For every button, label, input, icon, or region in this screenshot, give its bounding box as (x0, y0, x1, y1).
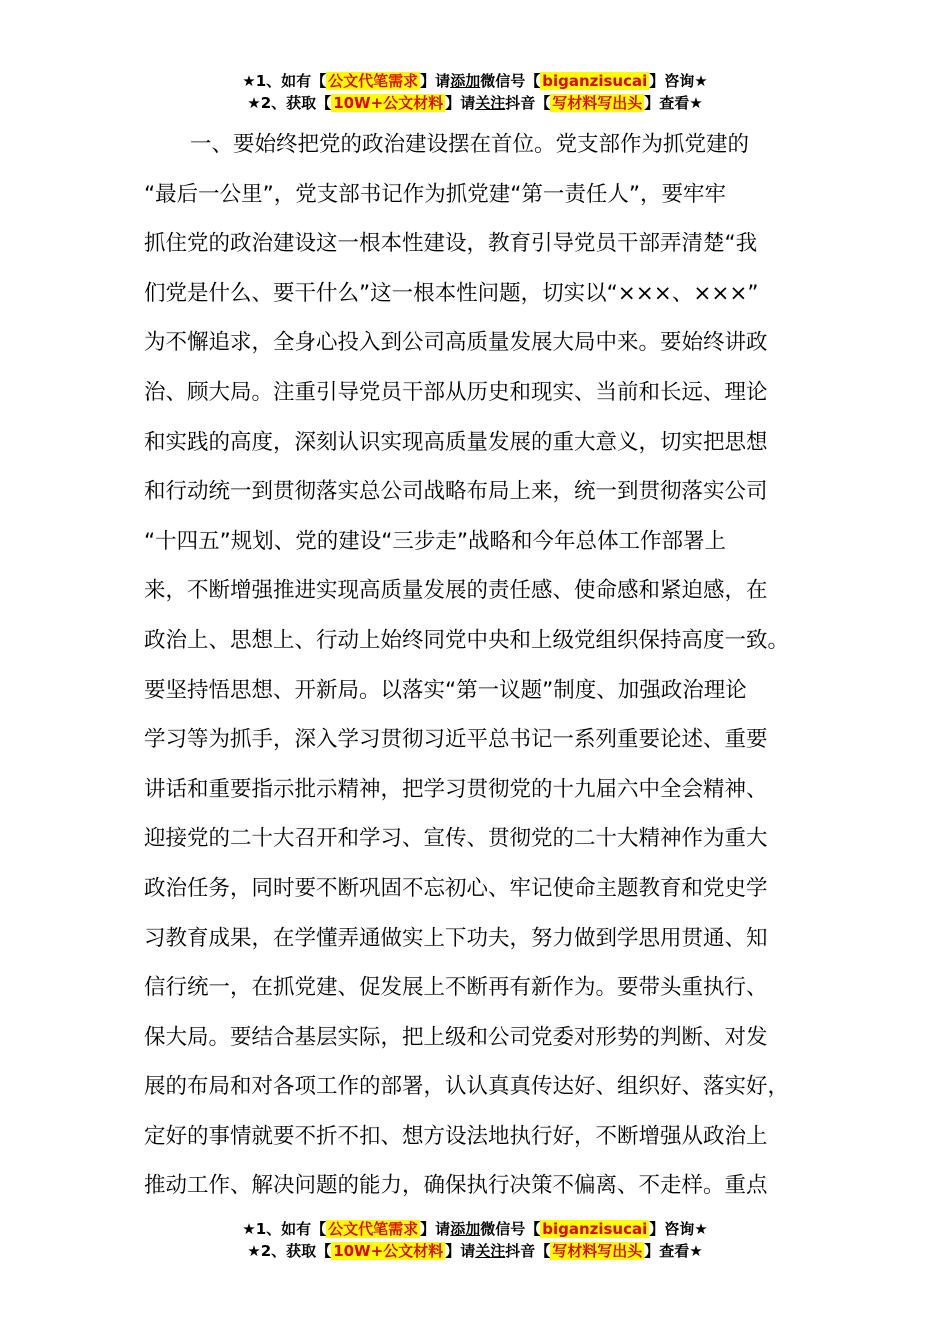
promo-text: 微信号【 (480, 1220, 541, 1238)
body-line: 治、顾大局。注重引导党员干部从历史和现实、当前和长远、理论 (144, 379, 768, 405)
promo-highlight: 公文代笔需求 (328, 72, 419, 90)
promo-text: 微信号【 (480, 72, 541, 90)
promo-underlined: 添加 (450, 1220, 481, 1238)
promo-text: ★1、如有【 (242, 1220, 327, 1238)
promo-text: ★1、如有【 (242, 72, 327, 90)
body-line: 习教育成果，在学懂弄通做实上下功夫，努力做到学思用贯通、知 (144, 925, 768, 951)
promo-text: ★2、获取【 (247, 94, 332, 112)
body-line: 和行动统一到贯彻落实总公司战略布局上来，统一到贯彻落实公司 (144, 479, 768, 505)
promo-text: 抖音【 (505, 94, 551, 112)
douyin-id-highlight: 写材料写出头 (552, 94, 643, 112)
body-line: 讲话和重要指示批示精神，把学习贯彻党的十九届六中全会精神、 (144, 776, 768, 802)
body-line: 政治上、思想上、行动上始终同党中央和上级党组织保持高度一致。 (144, 627, 790, 653)
document-body (144, 120, 824, 1211)
body-line: “最后一公里”，党支部书记作为抓党建“第一责任人”，要牢牢 (144, 181, 727, 207)
promo-line-2 (0, 92, 950, 114)
promo-text: 】请 (445, 1242, 476, 1260)
body-line: 学习等为抓手，深入学习贯彻习近平总书记一系列重要论述、重要 (144, 727, 768, 753)
body-line: “十四五”规划、党的建设“三步走”战略和今年总体工作部署上 (144, 528, 727, 554)
promo-line-1 (0, 70, 950, 92)
wechat-id-highlight: biganzisucai (542, 1220, 648, 1238)
promo-text: 】查看★ (644, 1242, 703, 1260)
body-line: 展的布局和对各项工作的部署，认认真真传达好、组织好、落实好， (144, 1074, 790, 1100)
body-line: 定好的事情就要不折不扣、想方设法地执行好，不断增强从政治上 (144, 1123, 768, 1149)
body-line: 迎接党的二十大召开和学习、宣传、贯彻党的二十大精神作为重大 (144, 826, 768, 852)
body-line: 为不懈追求，全身心投入到公司高质量发展大局中来。要始终讲政 (144, 330, 768, 356)
promo-underlined: 关注 (475, 1242, 506, 1260)
promo-text: 】查看★ (644, 94, 703, 112)
promo-banner-bottom (0, 1218, 950, 1262)
promo-text: 】请 (420, 1220, 451, 1238)
body-line: 来，不断增强推进实现高质量发展的责任感、使命感和紧迫感，在 (144, 578, 768, 604)
promo-text: 】请 (445, 94, 476, 112)
promo-text: 抖音【 (505, 1242, 551, 1260)
promo-text: 】咨询★ (649, 1220, 708, 1238)
douyin-id-highlight: 写材料写出头 (552, 1242, 643, 1260)
body-line: 和实践的高度，深刻认识实现高质量发展的重大意义，切实把思想 (144, 429, 768, 455)
promo-highlight: 公文代笔需求 (328, 1220, 419, 1238)
promo-underlined: 添加 (450, 72, 481, 90)
body-line: 要坚持悟思想、开新局。以落实“第一议题”制度、加强政治理论 (144, 677, 747, 703)
promo-highlight: 10W+公文材料 (333, 1242, 444, 1260)
body-line: 一、要始终把党的政治建设摆在首位。党支部作为抓党建的 (190, 132, 750, 157)
body-line: 推动工作、解决问题的能力，确保执行决策不偏离、不走样。重点 (144, 1173, 768, 1199)
body-line: 保大局。要结合基层实际，把上级和公司党委对形势的判断、对发 (144, 1024, 768, 1050)
promo-banner-top (0, 70, 950, 114)
body-line: 信行统一，在抓党建、促发展上不断再有新作为。要带头重执行、 (144, 975, 768, 1001)
promo-line-1 (0, 1218, 950, 1240)
promo-underlined: 关注 (475, 94, 506, 112)
promo-highlight: 10W+公文材料 (333, 94, 444, 112)
promo-text: ★2、获取【 (247, 1242, 332, 1260)
body-line: 抓住党的政治建设这一根本性建设，教育引导党员干部弄清楚“我 (144, 231, 758, 257)
body-line: 们党是什么、要干什么”这一根本性问题，切实以“×××、×××” (144, 280, 759, 306)
promo-text: 】咨询★ (649, 72, 708, 90)
promo-line-2 (0, 1240, 950, 1262)
wechat-id-highlight: biganzisucai (542, 72, 648, 90)
body-line: 政治任务，同时要不断巩固不忘初心、牢记使命主题教育和党史学 (144, 875, 768, 901)
promo-text: 】请 (420, 72, 451, 90)
